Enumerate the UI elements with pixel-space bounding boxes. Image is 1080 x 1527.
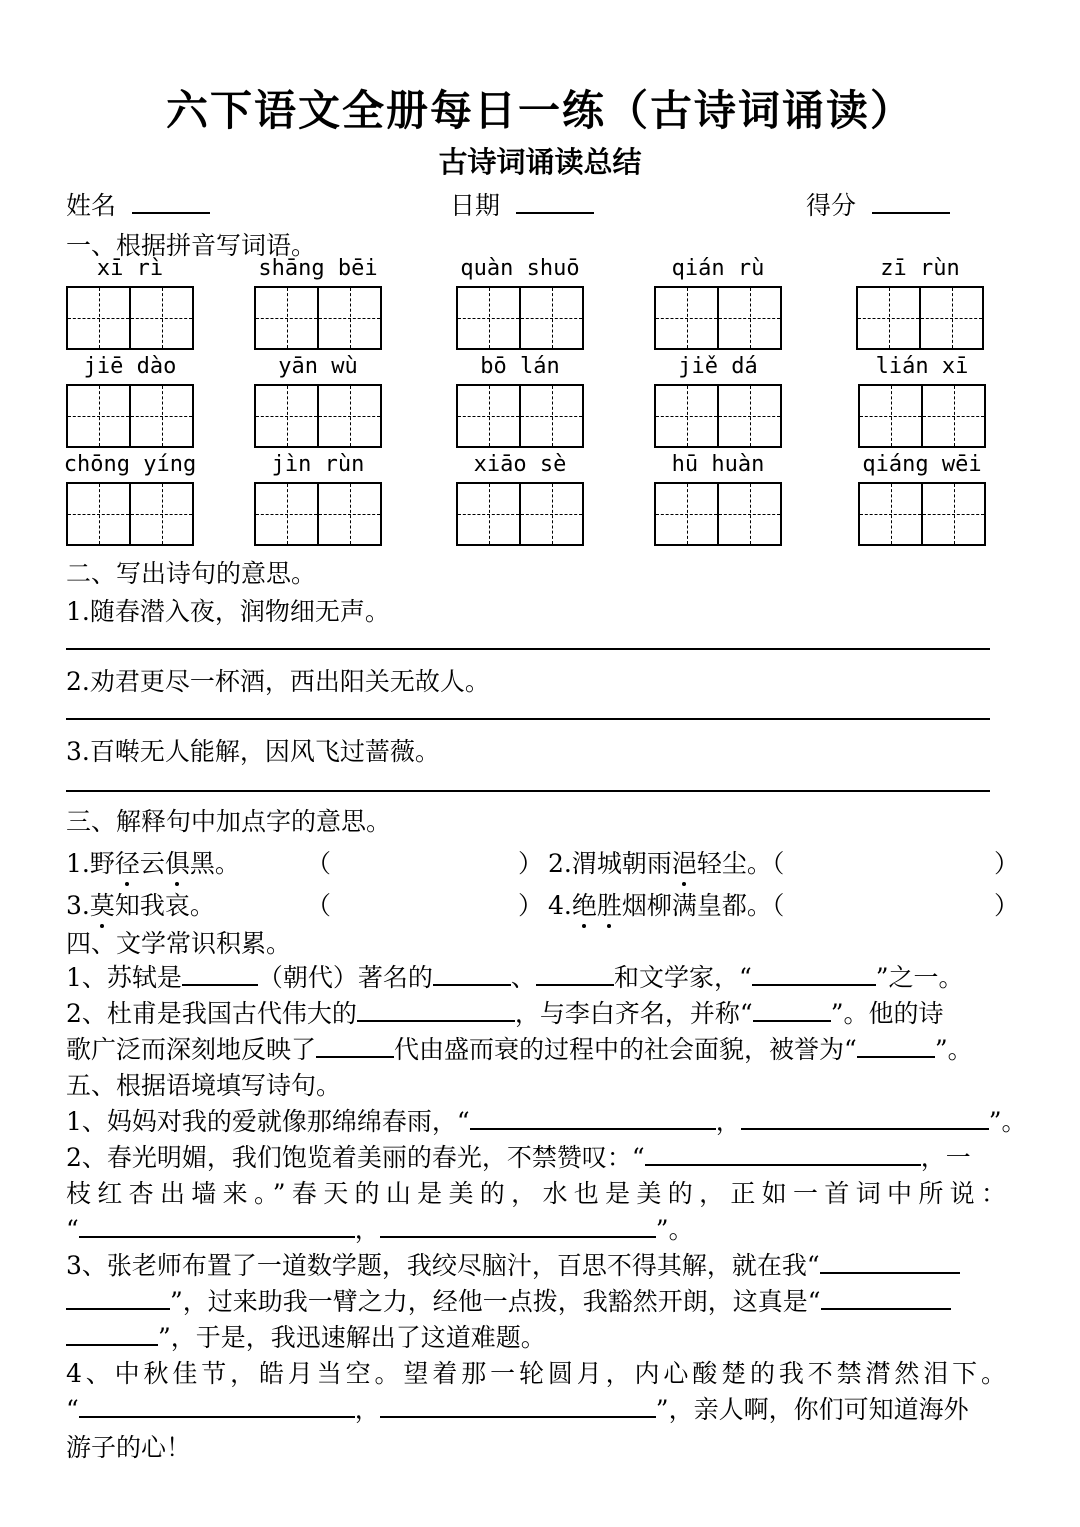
open-paren: （ [306, 891, 332, 920]
q-text: ， [354, 1215, 380, 1244]
fill-blank[interactable] [470, 1106, 716, 1131]
q-text: 歌广泛而深刻地反映了 [66, 1035, 317, 1064]
q-text: 轻尘。 [696, 849, 772, 878]
fill-blank[interactable] [79, 1394, 355, 1419]
close-paren: ） [518, 891, 544, 920]
pinyin-text: hū huàn [671, 452, 765, 477]
score-field[interactable] [806, 186, 950, 222]
date-label: 日期 [450, 191, 501, 220]
pinyin-text: jiě dá [678, 354, 758, 379]
answer-line[interactable] [66, 790, 990, 792]
char-boxes[interactable] [66, 384, 194, 448]
q-text: ， [715, 1107, 741, 1136]
q-text: ”。 [988, 1107, 1027, 1136]
name-blank[interactable] [132, 190, 210, 215]
pinyin-text: xī rì [96, 256, 164, 281]
char-boxes[interactable] [654, 384, 782, 448]
pinyin-row-1 [62, 256, 1002, 320]
pinyin-text: qián rù [671, 256, 765, 281]
date-blank[interactable] [516, 190, 594, 215]
q-text: “ [66, 1215, 79, 1244]
section4-heading: 四、文学常识积累。 [66, 929, 292, 958]
dot-question-3 [66, 886, 215, 922]
close-paren: ） [518, 849, 544, 878]
pinyin-text: jiē dào [83, 354, 177, 379]
fill-blank[interactable] [79, 1214, 355, 1239]
context-q2 [66, 1138, 971, 1174]
fill-blank[interactable] [741, 1106, 989, 1131]
q-text: ， [354, 1395, 380, 1424]
pinyin-text: shāng bēi [258, 256, 378, 281]
char-boxes[interactable] [858, 384, 986, 448]
q-text: ”。他的诗 [830, 999, 944, 1028]
pinyin-text: lián xī [875, 354, 969, 379]
dot-question-4 [548, 886, 784, 922]
fill-blank[interactable] [380, 1214, 656, 1239]
q-text: ”，亲人啊，你们可知道海外 [655, 1395, 969, 1424]
literature-q2 [66, 994, 944, 1030]
char-boxes[interactable] [66, 286, 194, 350]
char-boxes[interactable] [456, 482, 584, 546]
q-text: 、 [510, 963, 536, 992]
q-text: ”，于是，我迅速解出了这道难题。 [158, 1323, 546, 1352]
fill-blank[interactable] [316, 1034, 394, 1059]
char-boxes[interactable] [254, 482, 382, 546]
context-q4-line2 [66, 1390, 969, 1426]
name-label: 姓名 [66, 191, 117, 220]
page-subtitle: 古诗词诵读总结 [438, 145, 642, 179]
context-q3-line3 [66, 1318, 546, 1354]
dot-question-2 [548, 844, 784, 880]
pinyin-row-2 [62, 354, 1002, 418]
q-text: ”。 [655, 1215, 694, 1244]
char-boxes[interactable] [66, 482, 194, 546]
q-text: 代由盛而衰的过程中的社会面貌，被誉为“ [394, 1035, 857, 1064]
open-paren: （ [771, 849, 785, 878]
pinyin-text: bō lán [480, 354, 560, 379]
pinyin-text: xiāo sè [473, 452, 567, 477]
char-boxes[interactable] [456, 286, 584, 350]
page-title: 六下语文全册每日一练（古诗词诵读） [165, 86, 914, 135]
pinyin-text: chōng yíng [63, 452, 197, 477]
q-text: 3. [66, 891, 90, 920]
fill-blank[interactable] [357, 998, 515, 1023]
fill-blank[interactable] [66, 1322, 158, 1347]
fill-blank[interactable] [182, 962, 258, 987]
q-text: 黑。 [189, 849, 240, 878]
q-text: ，与李白齐名，并称“ [514, 999, 753, 1028]
literature-q2-cont [66, 1030, 973, 1066]
char-boxes[interactable] [858, 482, 986, 546]
poem-item: 3.百啭无人能解，因风飞过蔷薇。 [66, 737, 440, 766]
q-text: ”，过来助我一臂之力，经他一点拨，我豁然开朗，这真是“ [170, 1287, 821, 1316]
dotted-char: 俱 [165, 844, 190, 880]
fill-blank[interactable] [752, 962, 876, 987]
fill-blank[interactable] [821, 1286, 951, 1311]
q-text: 知我哀。 [114, 891, 215, 920]
pinyin-text: jìn rùn [271, 452, 365, 477]
open-paren: （ [306, 849, 332, 878]
section5-heading: 五、根据语境填写诗句。 [66, 1071, 342, 1100]
context-q2-line2: 枝红杏出墙来。”春天的山是美的，水也是美的，正如一首词中所说： [66, 1179, 1006, 1208]
close-paren: ） [994, 849, 1020, 878]
score-label: 得分 [806, 191, 857, 220]
fill-blank[interactable] [536, 962, 614, 987]
char-boxes[interactable] [456, 384, 584, 448]
context-q4-line3: 游子的心！ [66, 1433, 192, 1462]
q-text: 3、张老师布置了一道数学题，我绞尽脑汁，百思不得其解，就在我“ [66, 1251, 820, 1280]
context-q3-line2 [66, 1282, 951, 1318]
char-boxes[interactable] [654, 286, 782, 350]
q-text: ，一 [920, 1143, 971, 1172]
char-boxes[interactable] [654, 482, 782, 546]
q-text: 1、苏轼是 [66, 963, 182, 992]
q-text: ”之一。 [875, 963, 964, 992]
fill-blank[interactable] [645, 1142, 921, 1167]
pinyin-row-3 [62, 452, 1002, 516]
q-text: 4. [548, 891, 572, 920]
date-field[interactable] [450, 186, 594, 222]
fill-blank[interactable] [433, 962, 511, 987]
pinyin-text: yān wù [278, 354, 358, 379]
q-text: 1、妈妈对我的爱就像那绵绵春雨，“ [66, 1107, 470, 1136]
section1-heading: 一、根据拼音写词语。 [66, 231, 317, 260]
section2-heading: 二、写出诗句的意思。 [66, 559, 317, 588]
fill-blank[interactable] [380, 1394, 656, 1419]
q-text: 和文学家，“ [613, 963, 752, 992]
context-q1 [66, 1102, 1027, 1138]
q-text: 2.渭城朝雨 [548, 849, 672, 878]
pinyin-text: quàn shuō [460, 256, 580, 281]
char-boxes[interactable] [254, 286, 382, 350]
dotted-char: 莫 [90, 886, 115, 922]
q-text: （朝代）著名的 [257, 963, 433, 992]
q-text: 1.野 [66, 849, 115, 878]
dotted-char: 胜 [597, 886, 622, 922]
context-q2-line3 [66, 1210, 694, 1246]
fill-blank[interactable] [66, 1286, 170, 1311]
poem-item: 2.劝君更尽一杯酒，西出阳关无故人。 [66, 667, 490, 696]
answer-line[interactable] [66, 648, 990, 650]
pinyin-text: zī rùn [880, 256, 960, 281]
context-q3 [66, 1246, 960, 1282]
answer-line[interactable] [66, 718, 990, 720]
poem-item: 1.随春潜入夜，润物细无声。 [66, 597, 390, 626]
dotted-char: 浥 [672, 844, 697, 880]
fill-blank[interactable] [857, 1034, 935, 1059]
q-text: ”。 [934, 1035, 973, 1064]
dot-question-1 [66, 844, 240, 880]
section3-heading: 三、解释句中加点字的意思。 [66, 807, 392, 836]
name-field[interactable] [66, 186, 210, 222]
q-text: “ [66, 1395, 79, 1424]
q-text: 云 [139, 849, 165, 878]
pinyin-text: qiáng wēi [862, 452, 982, 477]
close-paren: ） [994, 891, 1020, 920]
char-boxes[interactable] [254, 384, 382, 448]
open-paren: （ [771, 891, 785, 920]
fill-blank[interactable] [820, 1250, 960, 1275]
q-text: 2、杜甫是我国古代伟大的 [66, 999, 357, 1028]
context-q4: 4、中秋佳节，皓月当空。望着那一轮圆月，内心酸楚的我不禁潸然泪下。 [66, 1359, 1006, 1388]
score-blank[interactable] [872, 190, 950, 215]
literature-q1 [66, 958, 964, 994]
q-text: 2、春光明媚，我们饱览着美丽的春光，不禁赞叹：“ [66, 1143, 645, 1172]
dotted-char: 绝 [572, 886, 597, 922]
char-boxes[interactable] [856, 286, 984, 350]
fill-blank[interactable] [753, 998, 831, 1023]
q-text: 烟柳满皇都。 [621, 891, 772, 920]
dotted-char: 径 [115, 844, 140, 880]
